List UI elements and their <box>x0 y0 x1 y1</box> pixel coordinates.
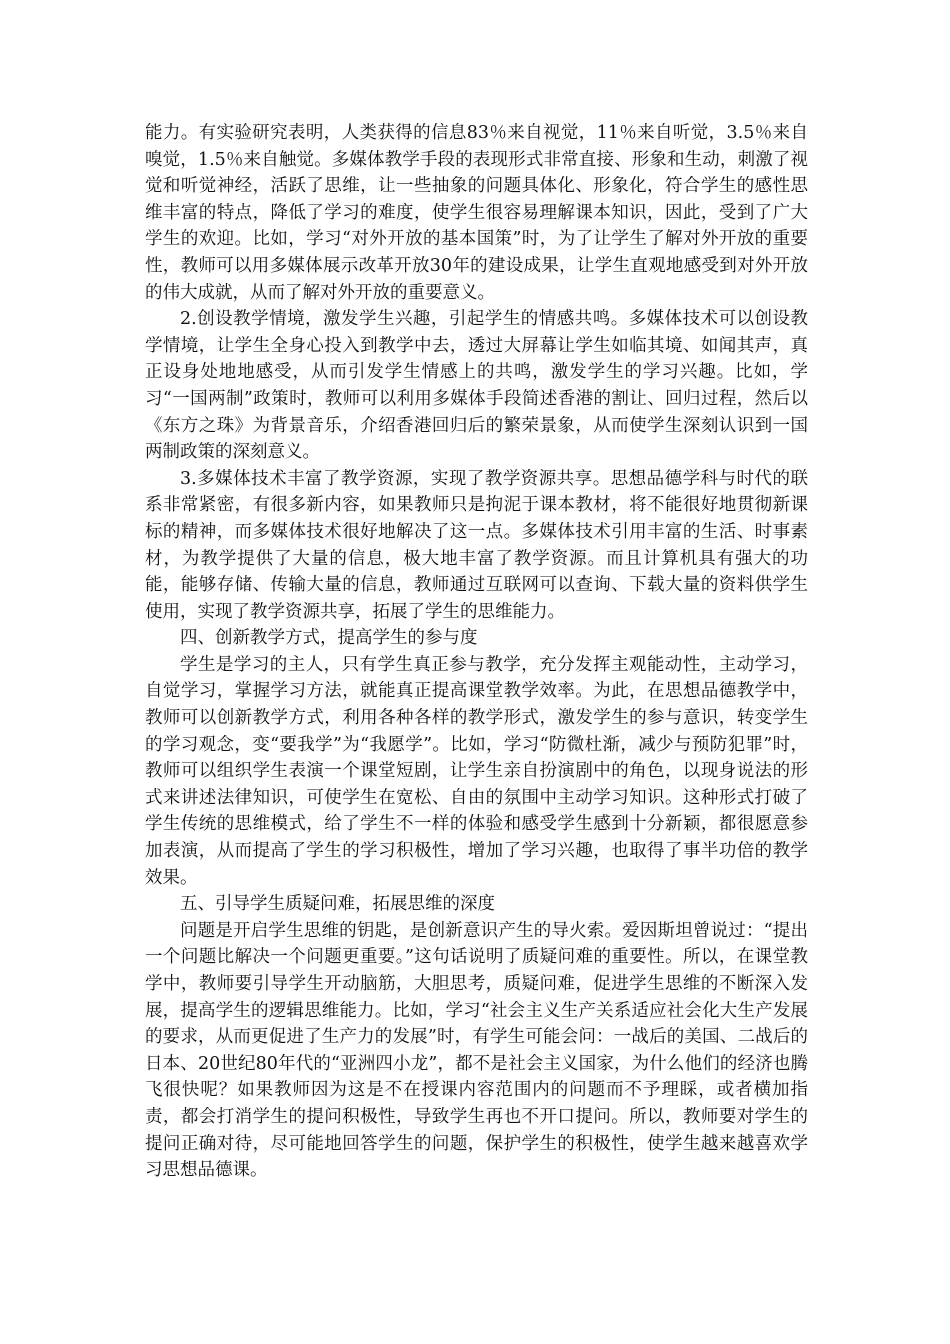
paragraph-point-2: 2.创设教学情境，激发学生兴趣，引起学生的情感共鸣。多媒体技术可以创设教学情境，让学生全身心投入到教学中去，透过大屏幕让学生如临其境、如闻其声，真正设身处地地感受，从而引发学生情感上的共鸣，激发学生的学习兴趣。比如，学习“一国两制”政策时，教师可以利用多媒体手段简述香港的割让、回归过程，然后以《东方之珠》为背景音乐，介绍香港回归后的繁荣景象，从而使学生深刻认识到一国两制政策的深刻意义。 <box>145 309 808 463</box>
document-body <box>145 120 808 1184</box>
paragraph-continued: 能力。有实验研究表明，人类获得的信息83％来自视觉，11％来自听觉，3.5％来自嗅觉，1.5％来自触觉。多媒体教学手段的表现形式非常直接、形象和生动，刺激了视觉和听觉神经，活跃了思维，让一些抽象的问题具体化、形象化，符合学生的感性思维丰富的特点，降低了学习的难度，使学生很容易理解课本知识，因此，受到了广大学生的欢迎。比如，学习“对外开放的基本国策”时，为了让学生了解对外开放的重要性，教师可以用多媒体展示改革开放30年的建设成果，让学生直观地感受到对外开放的伟大成就，从而了解对外开放的重要意义。 <box>145 123 808 303</box>
paragraph-section-4: 学生是学习的主人，只有学生真正参与教学，充分发挥主观能动性，主动学习，自觉学习，掌握学习方法，就能真正提高课堂教学效率。为此，在思想品德教学中，教师可以创新教学方式，利用各种各样的教学形式，激发学生的参与意识，转变学生的学习观念，变“要我学”为“我愿学”。比如，学习“防微杜渐，减少与预防犯罪”时，教师可以组织学生表演一个课堂短剧，让学生亲自扮演剧中的角色，以现身说法的形式来讲述法律知识，可使学生在宽松、自由的氛围中主动学习知识。这种形式打破了学生传统的思维模式，给了学生不一样的体验和感受学生感到十分新颖，都很愿意参加表演，从而提高了学生的学习积极性，增加了学习兴趣，也取得了事半功倍的教学效果。 <box>145 654 808 888</box>
paragraph-point-3: 3.多媒体技术丰富了教学资源，实现了教学资源共享。思想品德学科与时代的联系非常紧密，有很多新内容，如果教师只是拘泥于课本教材，将不能很好地贯彻新课标的精神，而多媒体技术很好地解决了这一点。多媒体技术引用丰富的生活、时事素材，为教学提供了大量的信息，极大地丰富了教学资源。而且计算机具有强大的功能，能够存储、传输大量的信息，教师通过互联网可以查询、下载大量的资料供学生使用，实现了教学资源共享，拓展了学生的思维能力。 <box>145 468 808 622</box>
paragraph-section-5: 问题是开启学生思维的钥匙，是创新意识产生的导火索。爱因斯坦曾说过：“提出一个问题比解决一个问题更重要。”这句话说明了质疑问难的重要性。所以，在课堂教学中，教师要引导学生开动脑筋，大胆思考，质疑问难，促进学生思维的不断深入发展，提高学生的逻辑思维能力。比如，学习“社会主义生产关系适应社会化大生产发展的要求，从而更促进了生产力的发展”时，有学生可能会问：一战后的美国、二战后的日本、20世纪80年代的“亚洲四小龙”，都不是社会主义国家，为什么他们的经济也腾飞很快呢？如果教师因为这是不在授课内容范围内的问题而不予理睬，或者横加指责，都会打消学生的提问积极性，导致学生再也不开口提问。所以，教师要对学生的提问正确对待，尽可能地回答学生的问题，保护学生的积极性，使学生越来越喜欢学习思想品德课。 <box>145 920 808 1181</box>
section-heading-5: 五、引导学生质疑问难，拓展思维的深度 <box>180 894 495 915</box>
section-heading-4: 四、创新教学方式，提高学生的参与度 <box>180 628 478 649</box>
